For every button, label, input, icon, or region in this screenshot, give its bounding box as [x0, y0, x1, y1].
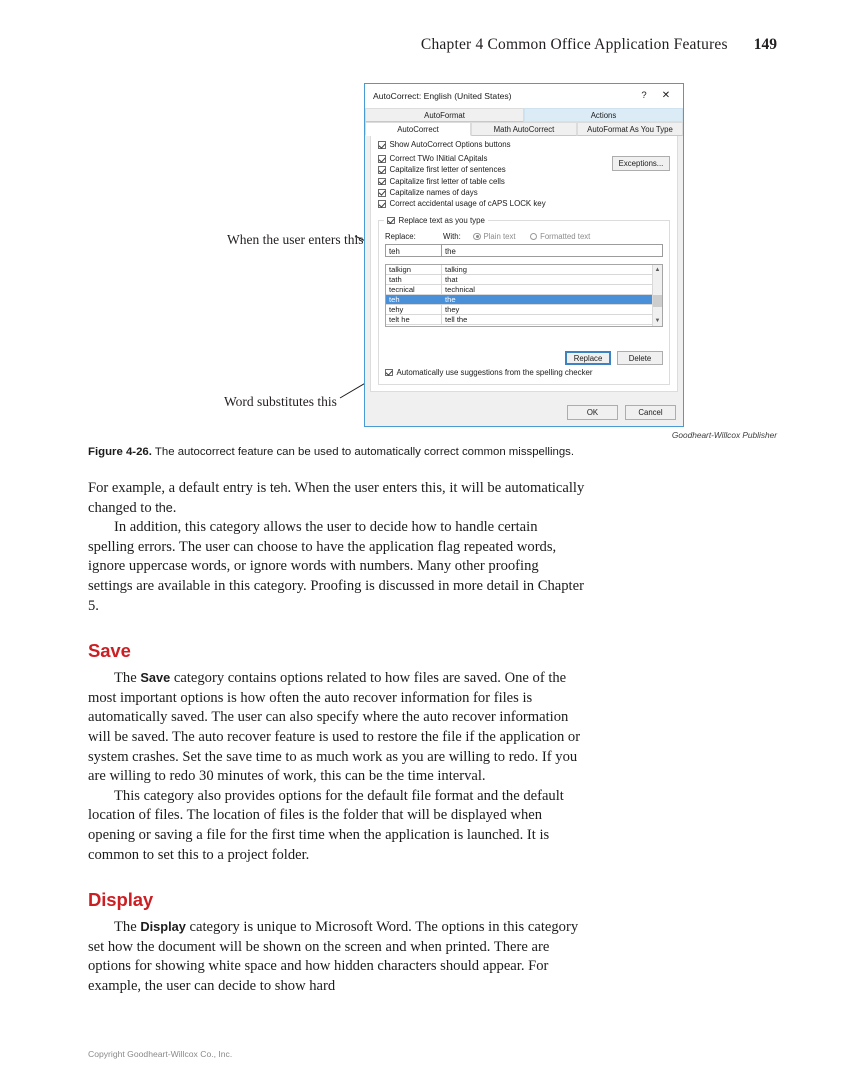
table-row-selected[interactable]	[386, 295, 652, 305]
running-header-title: Chapter 4 Common Office Application Features	[420, 36, 728, 53]
with-label: With:	[443, 232, 461, 241]
term-teh: teh	[269, 481, 288, 495]
checkbox-capitalize-names-of-days[interactable]	[378, 189, 670, 197]
save-bold-term: Save	[140, 670, 171, 686]
entry-with: that	[445, 275, 458, 284]
radio-plain-text[interactable]	[473, 232, 516, 241]
paragraph-in-addition: In addition, this category allows the user to decide how to handle certain spelling errors. The user can choose to have the application flag repeated words, ignore uppercase words, or ignore words with numbers. Many other proofing settings are available in this category. Proofing is discussed in more detail in Chapter 5.	[88, 519, 584, 614]
save-para1-part-b: category contains options related to how files are saved. One of the most important options is how often the auto recover information for files is automatically saved. The user can also specify where the auto recover information will be saved. The auto recover feature is used to restore the file if the application or system crashes. Set the save time to as much work as you are willing to redo. If you are willing to redo 30 minutes of work, this can be the time interval.	[88, 670, 581, 785]
checkbox-icon[interactable]	[378, 166, 386, 174]
entry-with: they	[445, 305, 460, 314]
scroll-up-icon[interactable]: ▲	[654, 267, 661, 273]
radio-formatted-text-label: Formatted text	[540, 232, 591, 241]
entry-with: tell the	[445, 315, 468, 324]
figure-caption-text: The autocorrect feature can be used to automatically correct common misspellings.	[151, 446, 575, 458]
figure-caption-label: Figure 4-26.	[88, 446, 152, 458]
replace-with-inputs	[385, 244, 663, 257]
display-bold-term: Display	[140, 919, 186, 935]
dialog-footer-buttons	[567, 405, 676, 420]
checkbox-icon[interactable]	[385, 369, 393, 377]
paragraph-save-2: This category also provides options for the default file format and the default location of files. The location of files is the folder that will be displayed when opening or saving a file for the first time when the application is launched. It is common to set this to a project folder.	[88, 787, 564, 863]
heading-save: Save	[88, 640, 131, 662]
group-legend-label: Replace text as you type	[398, 216, 485, 225]
dialog-title: AutoCorrect: English (United States)	[373, 91, 512, 101]
checkbox-icon[interactable]	[378, 141, 386, 149]
dialog-titlebar	[365, 84, 683, 108]
radio-icon[interactable]	[473, 233, 481, 241]
entry-with: talking	[445, 265, 467, 274]
scrollbar-track[interactable]	[653, 275, 662, 316]
tab-autocorrect[interactable]	[365, 122, 471, 136]
body-copy	[88, 479, 585, 996]
tab-math-autocorrect-label: Math AutoCorrect	[493, 124, 555, 134]
entries-list-body	[386, 265, 652, 326]
checkbox-label: Capitalize first letter of table cells	[389, 176, 505, 186]
checkbox-correct-caps-lock[interactable]	[378, 200, 670, 208]
heading-display: Display	[88, 889, 154, 911]
tab-autocorrect-label: AutoCorrect	[397, 124, 439, 134]
paragraph-for-example	[88, 479, 585, 518]
checkbox-icon[interactable]	[378, 200, 386, 208]
entry-replace: tath	[386, 275, 442, 284]
table-row[interactable]	[386, 265, 652, 275]
tab-autoformat[interactable]	[365, 108, 524, 122]
exceptions-button[interactable]: Exceptions...	[612, 156, 670, 171]
autocorrect-tab-panel	[370, 136, 678, 392]
table-row[interactable]	[386, 315, 652, 325]
checkbox-icon[interactable]	[378, 189, 386, 197]
scroll-down-icon[interactable]: ▼	[654, 318, 661, 324]
table-row[interactable]	[386, 275, 652, 285]
table-row[interactable]	[386, 305, 652, 315]
page-running-header	[421, 36, 777, 54]
checkbox-show-autocorrect-options[interactable]	[378, 141, 670, 149]
tab-row-bottom	[365, 122, 683, 136]
entry-with: technical	[445, 285, 475, 294]
replace-label: Replace:	[385, 232, 416, 241]
figure-credit: Goodheart-Willcox Publisher	[671, 430, 777, 440]
page-number: 149	[753, 36, 777, 53]
replace-text-group	[378, 216, 670, 385]
figure-caption	[88, 446, 788, 458]
display-para1-part-a: The	[114, 919, 141, 936]
paragraph-display-1	[88, 917, 585, 996]
checkbox-icon[interactable]	[387, 217, 395, 225]
replace-button[interactable]: Replace	[565, 351, 611, 365]
page-footer-copyright: Copyright Goodheart-Willcox Co., Inc.	[88, 1049, 233, 1059]
checkbox-label: Capitalize names of days	[389, 187, 478, 197]
radio-icon[interactable]	[530, 233, 538, 241]
entry-action-buttons	[565, 351, 663, 365]
replace-input[interactable]: teh	[386, 245, 442, 256]
figure-4-26	[72, 78, 777, 458]
table-row[interactable]	[386, 285, 652, 295]
tab-math-autocorrect[interactable]	[471, 122, 577, 136]
checkbox-label: Show AutoCorrect Options buttons	[389, 140, 511, 149]
tab-actions[interactable]	[524, 108, 683, 122]
delete-button[interactable]: Delete	[617, 351, 663, 365]
checkbox-label: Automatically use suggestions from the spelling checker	[396, 367, 593, 377]
checkbox-icon[interactable]	[378, 155, 386, 163]
replace-with-labels	[385, 232, 669, 241]
scrollbar-thumb[interactable]	[653, 295, 662, 307]
tab-actions-label: Actions	[590, 110, 617, 120]
ok-button[interactable]: OK	[567, 405, 618, 420]
radio-plain-text-label: Plain text	[483, 232, 516, 241]
dialog-tabstrip	[365, 108, 683, 136]
checkbox-use-spelling-suggestions[interactable]	[385, 369, 593, 377]
term-the: the	[155, 500, 173, 515]
close-icon[interactable]: ✕	[661, 90, 671, 101]
tab-row-top	[365, 108, 683, 122]
checkbox-label: Correct TWo INitial CApitals	[389, 153, 488, 163]
autocorrect-entries-list[interactable]	[385, 264, 663, 327]
para1-part-c: .	[172, 499, 177, 516]
checkbox-icon[interactable]	[378, 178, 386, 186]
entry-replace: telt he	[386, 315, 442, 324]
with-input[interactable]: the	[445, 247, 456, 256]
save-para1-part-a: The	[114, 670, 141, 687]
entry-with: the	[445, 295, 456, 304]
entry-replace: tecnical	[386, 285, 442, 294]
callout-word-substitutes-this: Word substitutes this	[224, 394, 337, 409]
callout-when-user-enters-this: When the user enters this	[227, 232, 364, 247]
list-scrollbar[interactable]	[652, 265, 662, 326]
para1-part-b: . When the user enters this, it will be automatically changed to	[88, 480, 585, 516]
paragraph-save-1	[88, 668, 585, 787]
help-icon[interactable]: ?	[641, 90, 647, 102]
checkbox-label: Correct accidental usage of cAPS LOCK key	[389, 199, 546, 209]
tab-autoformat-as-you-type[interactable]	[577, 122, 683, 136]
cancel-button[interactable]: Cancel	[625, 405, 676, 420]
tab-autoformat-label: AutoFormat	[424, 110, 465, 120]
tab-autoformat-as-you-type-label: AutoFormat As You Type	[587, 124, 673, 134]
display-para1-part-b: category is unique to Microsoft Word. The options in this category set how the document will be shown on the screen and when printed. There are options for showing white space and how hidden characters should appear. For example, the user can decide to show hard	[88, 919, 579, 994]
autocorrect-dialog[interactable]	[364, 83, 684, 427]
checkbox-capitalize-first-letter-table-cells[interactable]	[378, 178, 670, 186]
entry-replace: teh	[386, 295, 442, 304]
radio-formatted-text[interactable]	[530, 232, 591, 241]
entry-replace: tehy	[386, 305, 442, 314]
para1-part-a: For example, a default entry is	[88, 480, 270, 496]
group-legend-replace-text-as-you-type[interactable]	[384, 216, 488, 225]
entry-replace: talkign	[386, 265, 442, 274]
checkbox-label: Capitalize first letter of sentences	[389, 165, 506, 175]
